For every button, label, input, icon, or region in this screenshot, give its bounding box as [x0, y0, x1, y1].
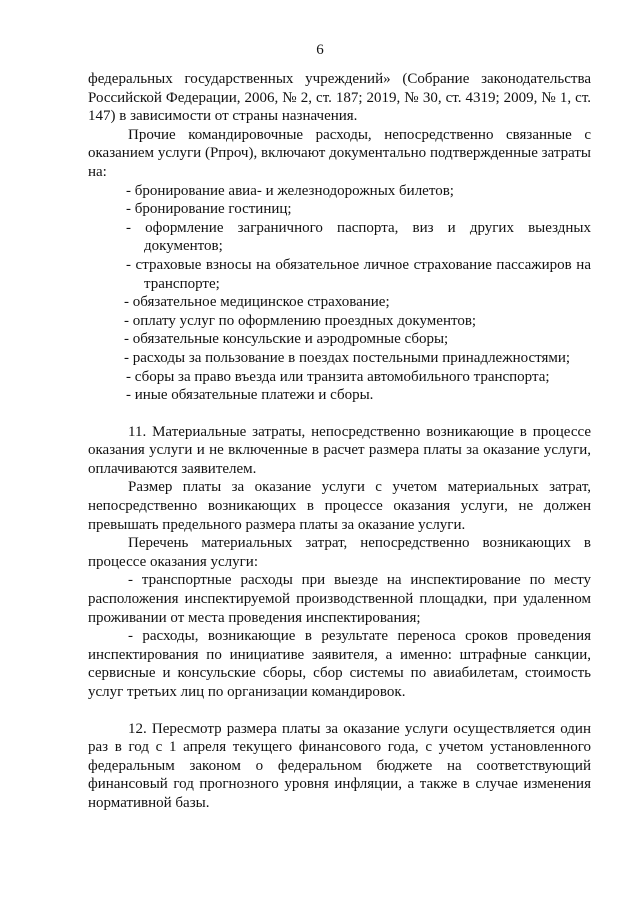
paragraph-11: 11. Материальные затраты, непосредственно возникающие в процессе оказания услуги и не включенные в расчет размера платы за оказание услуги, оплачиваются заявителем.	[88, 423, 591, 477]
paragraph-11-item-transport: - транспортные расходы при выезде на инспектирование по месту расположения инспектируемой производственной площадки, при удаленном проживании от места проведения инспектирования;	[88, 572, 591, 626]
list-item: - расходы за пользование в поездах постельными принадлежностями;	[124, 349, 571, 366]
list-item: - бронирование авиа- и железнодорожных билетов;	[126, 182, 454, 199]
other-costs-list	[88, 182, 591, 405]
list-item: - обязательные консульские и аэродромные сборы;	[124, 331, 449, 348]
list-item: - оформление заграничного паспорта, виз и других выездных документов;	[126, 219, 591, 255]
section-gap	[88, 702, 591, 720]
list-item: - страховые взносы на обязательное личное страхование пассажиров на транспорте;	[126, 256, 591, 292]
list-item: - бронирование гостиниц;	[126, 201, 292, 218]
list-item: - иные обязательные платежи и сборы.	[126, 387, 374, 404]
paragraph-12: 12. Пересмотр размера платы за оказание услуги осуществляется один раз в год с 1 апреля текущего финансового года, с учетом установленного федеральным законом о федеральном бюджете на соответствующий финансовый год прогнозного уровня инфляции, а также в случае изменения нормативной базы.	[88, 720, 591, 811]
document-body	[88, 70, 591, 813]
paragraph-11-limit: Размер платы за оказание услуги с учетом материальных затрат, непосредственно возникающих в процессе оказания услуги, не должен превышать предельного размера платы за оказание услуги.	[88, 479, 591, 533]
list-item: - оплату услуг по оформлению проездных документов;	[124, 312, 477, 329]
paragraph-11-list-intro: Перечень материальных затрат, непосредственно возникающих в процессе оказания услуги:	[88, 535, 591, 570]
paragraph-11-item-rescheduling: - расходы, возникающие в результате переноса сроков проведения инспектирования по инициативе заявителя, а именно: штрафные санкции, сервисные и консульские сборы, сбор системы по авиабилетам, стоимость услуг третьих лиц по организации командировок.	[88, 628, 591, 700]
list-item: - сборы за право въезда или транзита автомобильного транспорта;	[126, 368, 550, 385]
page-number: 6	[316, 42, 324, 58]
list-item: - обязательное медицинское страхование;	[124, 294, 390, 311]
paragraph-intro-continuation: федеральных государственных учреждений» (Собрание законодательства Российской Федерации, 2006, № 2, ст. 187; 2019, № 30, ст. 4319; 2009, № 1, ст. 147) в зависимости от страны назначения.	[88, 71, 591, 125]
section-gap	[88, 405, 591, 423]
paragraph-other-travel-costs: Прочие командировочные расходы, непосредственно связанные с оказанием услуги (Рпроч), включают документально подтвержденные затраты на:	[88, 126, 591, 180]
